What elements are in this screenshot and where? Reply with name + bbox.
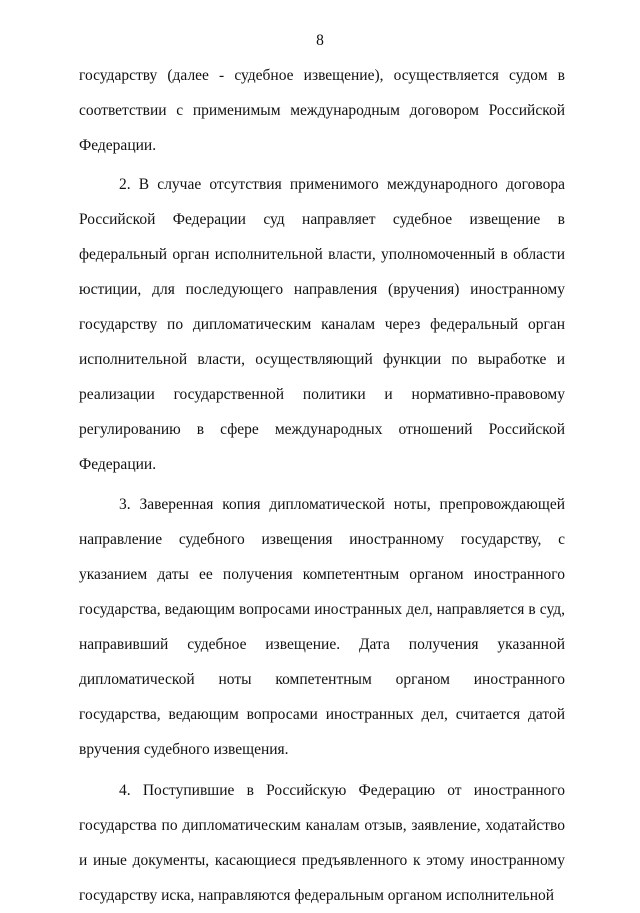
page-number: 8 xyxy=(316,32,324,49)
paragraph-item-2: 2. В случае отсутствия применимого международного договора Российской Федерации суд направляет судебное извещение в федеральный орган исполнительной власти, уполномоченный в области юстиции, для последующего направления (вручения) иностранному государству по дипломатическим каналам через федеральный орган исполнительной власти, осуществляющий функции по выработке и реализации государственной политики и нормативно-правовому регулированию в сфере международных отношений Российской Федерации. xyxy=(79,176,565,473)
body-text xyxy=(79,58,565,913)
paragraph-item-4: 4. Поступившие в Российскую Федерацию от иностранного государства по дипломатическим каналам отзыв, заявление, ходатайство и иные документы, касающиеся предъявленного к этому иностранному государству иска, направляются федеральным органом исполнительной xyxy=(79,782,565,904)
paragraph-continuation: государству (далее - судебное извещение), осуществляется судом в соответствии с применимым международным договором Российской Федерации. xyxy=(79,67,565,154)
paragraph-item-3: 3. Заверенная копия дипломатической ноты, препровождающей направление судебного извещения иностранному государству, с указанием даты ее получения компетентным органом иностранного государства, ведающим вопросами иностранных дел, направляется в суд, направивший судебное извещение. Дата получения указанной дипломатической ноты компетентным органом иностранного государства, ведающим вопросами иностранных дел, считается датой вручения судебного извещения. xyxy=(79,496,565,758)
